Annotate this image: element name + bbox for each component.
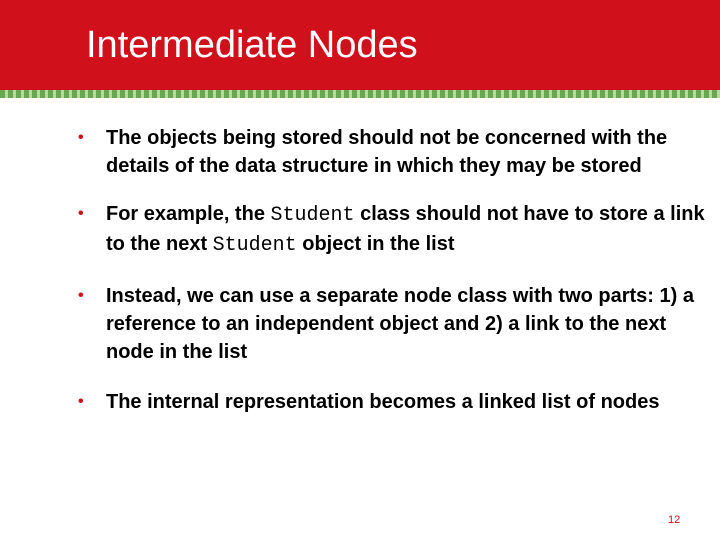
bullet-item xyxy=(78,388,708,416)
bullet-item xyxy=(78,282,708,366)
slide-title: Intermediate Nodes xyxy=(86,24,418,66)
decorative-stripe xyxy=(0,90,720,98)
bullet-dot-icon: • xyxy=(78,393,84,410)
code-term: Student xyxy=(270,204,355,227)
bullet-dot-icon: • xyxy=(78,287,84,304)
bullet-item xyxy=(78,124,708,180)
bullet-list xyxy=(78,124,708,436)
bullet-text: Instead, we can use a separate node class with two parts: 1) a reference to an independent object and 2) a link to the next node in the list xyxy=(106,285,694,363)
page-number: 12 xyxy=(668,514,681,526)
title-bar xyxy=(0,0,720,90)
bullet-item xyxy=(78,200,708,260)
bullet-text: The objects being stored should not be concerned with the details of the data structure in which they may be stored xyxy=(106,127,668,177)
bullet-text: The internal representation becomes a linked list of nodes xyxy=(106,391,660,413)
code-term: Student xyxy=(212,234,297,257)
bullet-dot-icon: • xyxy=(78,129,84,146)
bullet-text-part: For example, the xyxy=(106,203,271,225)
bullet-dot-icon: • xyxy=(78,205,84,222)
bullet-text-part: class should not have to store a link to the next xyxy=(106,203,705,255)
bullet-text-part: object in the list xyxy=(296,233,455,255)
